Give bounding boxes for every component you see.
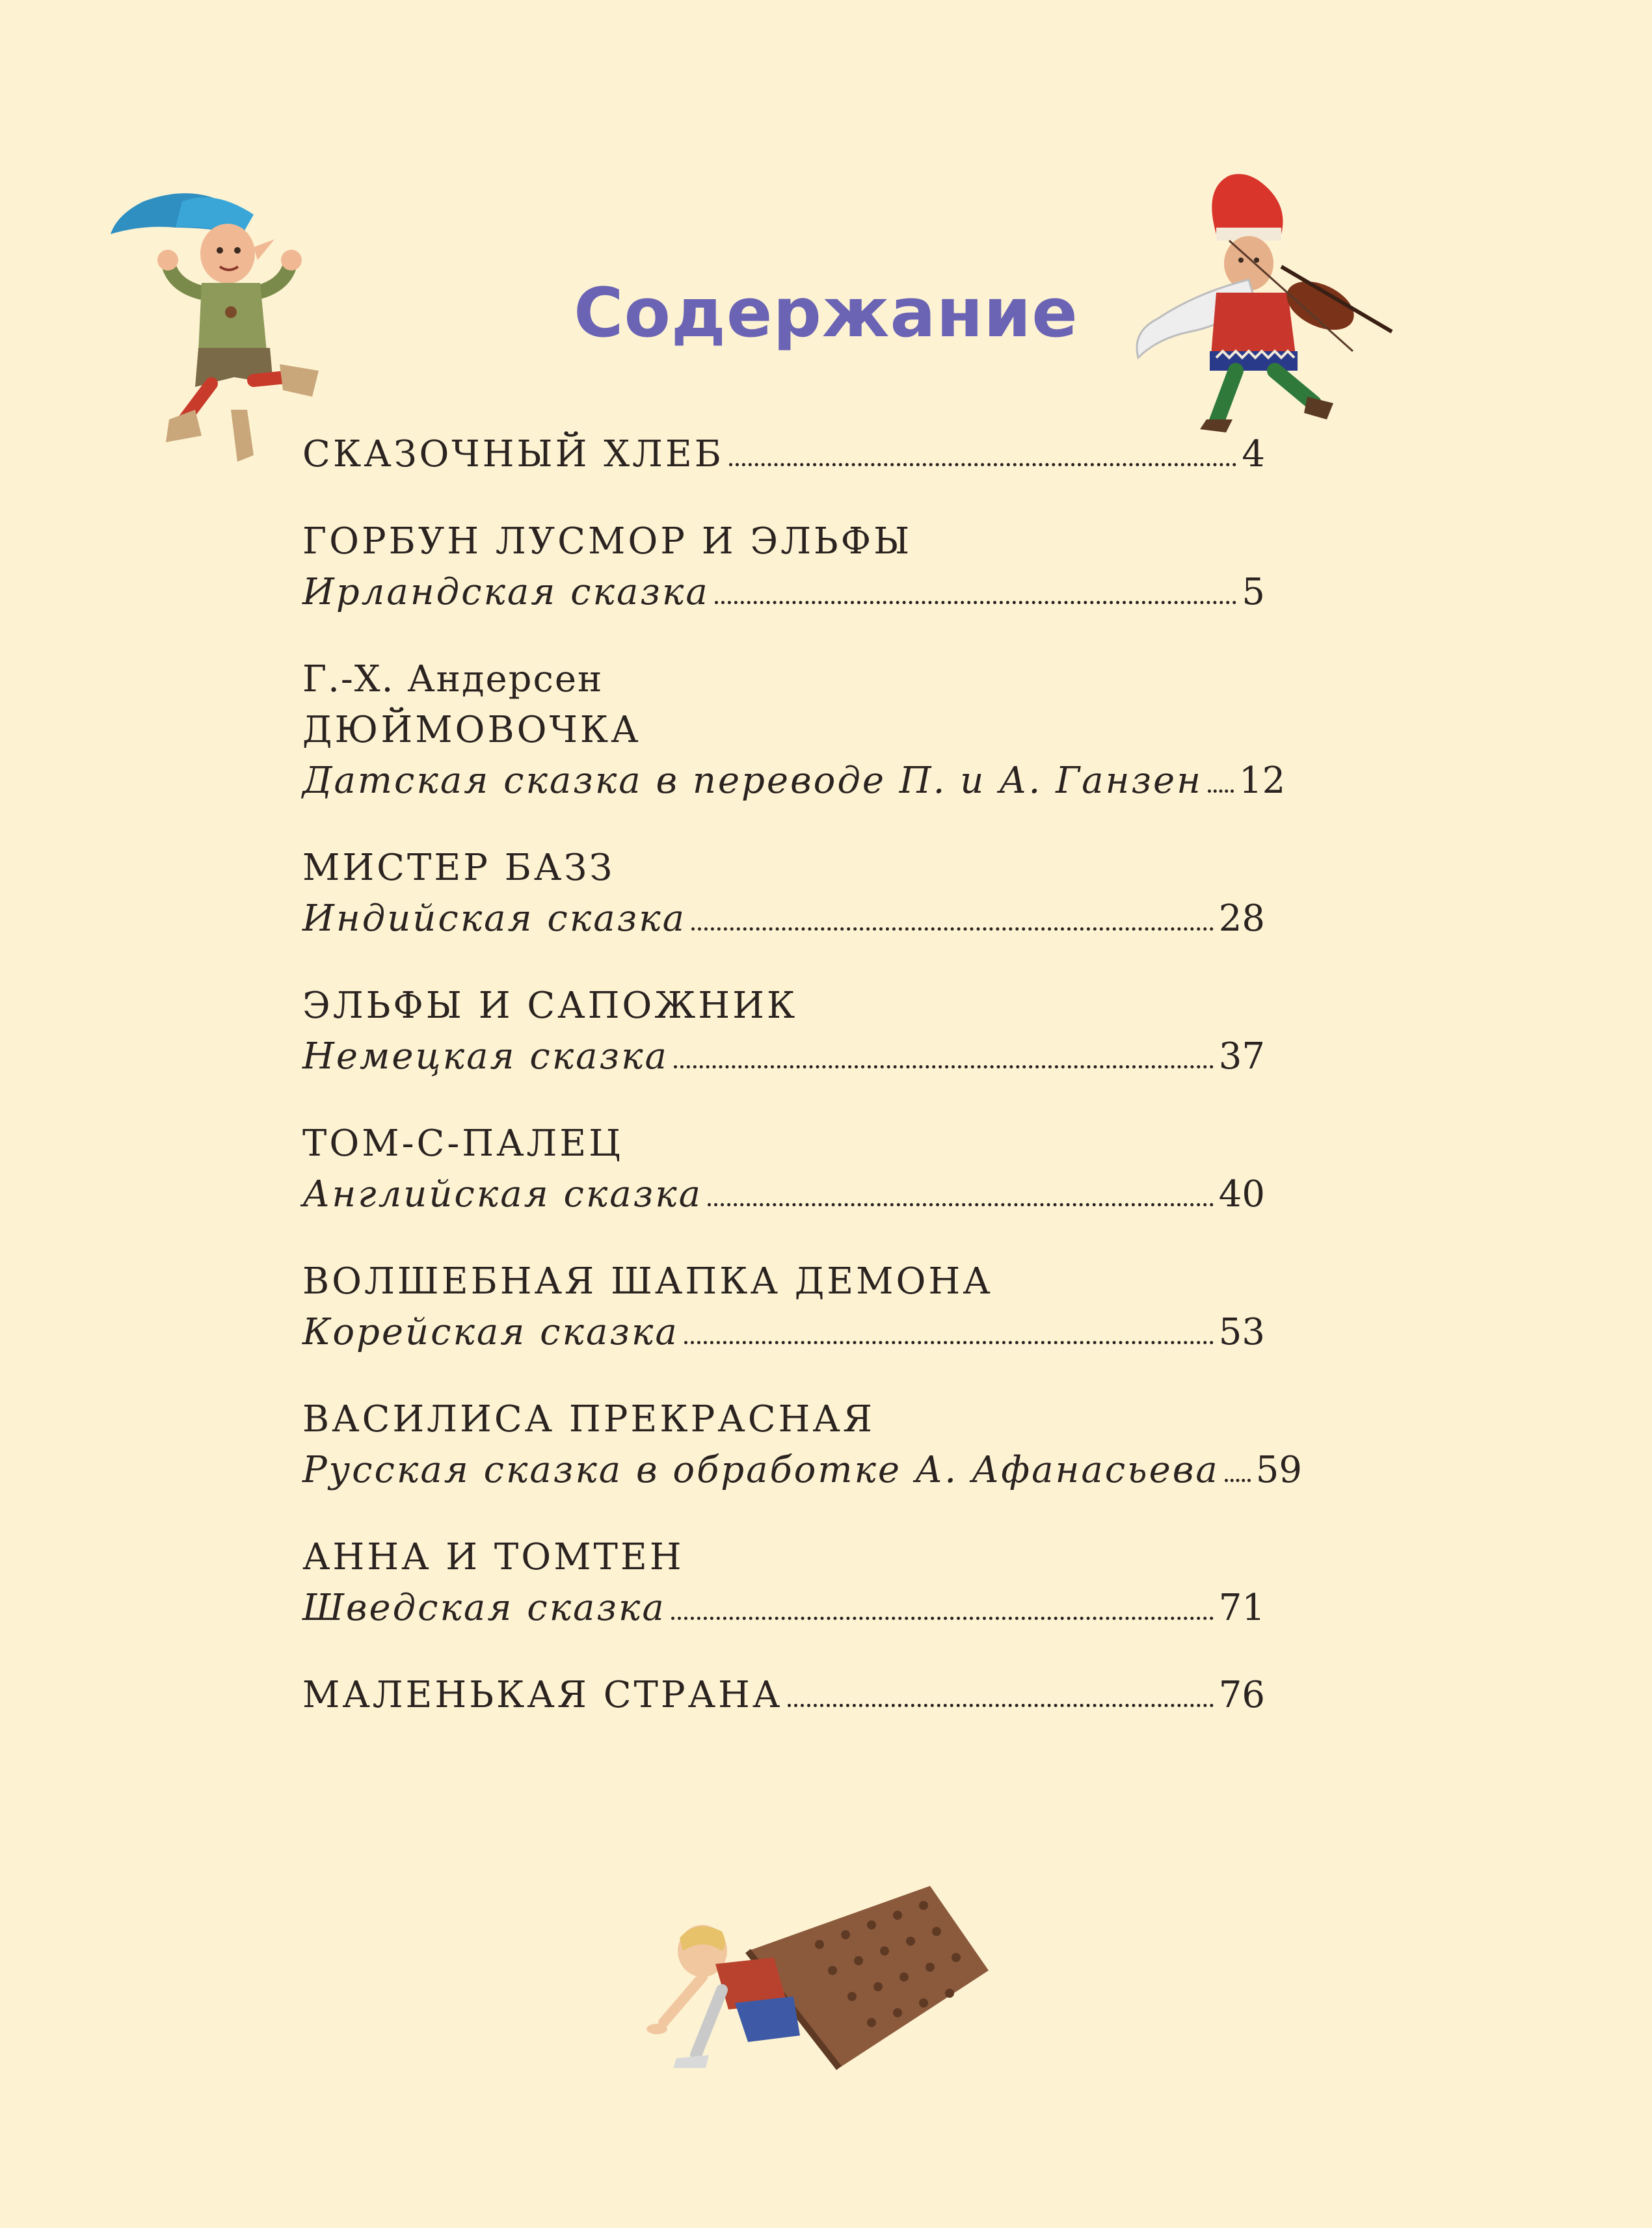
toc-entry[interactable] <box>302 1532 1265 1634</box>
entry-title: МАЛЕНЬКАЯ СТРАНА <box>302 1674 783 1716</box>
entry-title: АННА И ТОМТЕН <box>302 1536 684 1578</box>
leader-dots <box>788 1704 1213 1707</box>
page-number: 12 <box>1239 760 1286 802</box>
toc-entry[interactable] <box>302 1256 1265 1358</box>
entry-subtitle: Русская сказка в обработке А. Афанасьева <box>302 1449 1219 1491</box>
leader-dots <box>684 1341 1214 1344</box>
boy-with-thimble-icon <box>624 1873 1028 2094</box>
page-number: 59 <box>1255 1449 1303 1491</box>
page-number: 5 <box>1242 571 1265 613</box>
page-number: 53 <box>1218 1311 1265 1353</box>
leader-dots <box>708 1203 1214 1206</box>
entry-subtitle: Ирландская сказка <box>302 571 710 613</box>
entry-subtitle: Немецкая сказка <box>302 1035 669 1078</box>
entry-title: ВАСИЛИСА ПРЕКРАСНАЯ <box>302 1398 875 1440</box>
page-number: 37 <box>1218 1035 1265 1078</box>
entry-subtitle: Датская сказка в переводе П. и А. Ганзен <box>302 760 1203 802</box>
leader-dots <box>729 463 1236 466</box>
toc-entry[interactable] <box>302 981 1265 1082</box>
entry-subtitle: Шведская сказка <box>302 1587 666 1629</box>
page-title: Содержание <box>574 273 1078 352</box>
page-number: 40 <box>1218 1173 1265 1215</box>
entry-title: ГОРБУН ЛУСМОР И ЭЛЬФЫ <box>302 520 913 563</box>
leader-dots <box>671 1617 1214 1620</box>
toc-entry[interactable] <box>302 516 1265 618</box>
table-of-contents <box>302 429 1303 1757</box>
entry-title: ДЮЙМОВОЧКА <box>302 709 641 751</box>
entry-title: ЭЛЬФЫ И САПОЖНИК <box>302 985 798 1027</box>
page-number: 76 <box>1218 1674 1265 1716</box>
entry-title: ТОМ-С-ПАЛЕЦ <box>302 1122 623 1165</box>
toc-entry[interactable] <box>302 429 1265 480</box>
page-number: 4 <box>1242 433 1265 475</box>
leader-dots <box>1208 789 1234 793</box>
entry-subtitle: Корейская сказка <box>302 1311 679 1353</box>
entry-title: МИСТЕР БАЗЗ <box>302 847 615 889</box>
page-number: 71 <box>1218 1587 1265 1629</box>
toc-entry[interactable] <box>302 1670 1265 1721</box>
page-number: 28 <box>1218 897 1265 940</box>
leader-dots <box>1225 1479 1251 1482</box>
entry-subtitle: Английская сказка <box>302 1173 703 1215</box>
leader-dots <box>674 1065 1214 1068</box>
leader-dots <box>691 927 1214 931</box>
toc-entry[interactable] <box>302 654 1286 806</box>
toc-entry[interactable] <box>302 1394 1303 1496</box>
entry-title: ВОЛШЕБНАЯ ШАПКА ДЕМОНА <box>302 1260 993 1303</box>
entry-subtitle: Индийская сказка <box>302 897 686 940</box>
leader-dots <box>715 601 1237 604</box>
toc-entry[interactable] <box>302 1119 1265 1220</box>
entry-author: Г.-Х. Андерсен <box>302 658 604 700</box>
toc-entry[interactable] <box>302 843 1265 944</box>
entry-title: СКАЗОЧНЫЙ ХЛЕБ <box>302 433 724 475</box>
